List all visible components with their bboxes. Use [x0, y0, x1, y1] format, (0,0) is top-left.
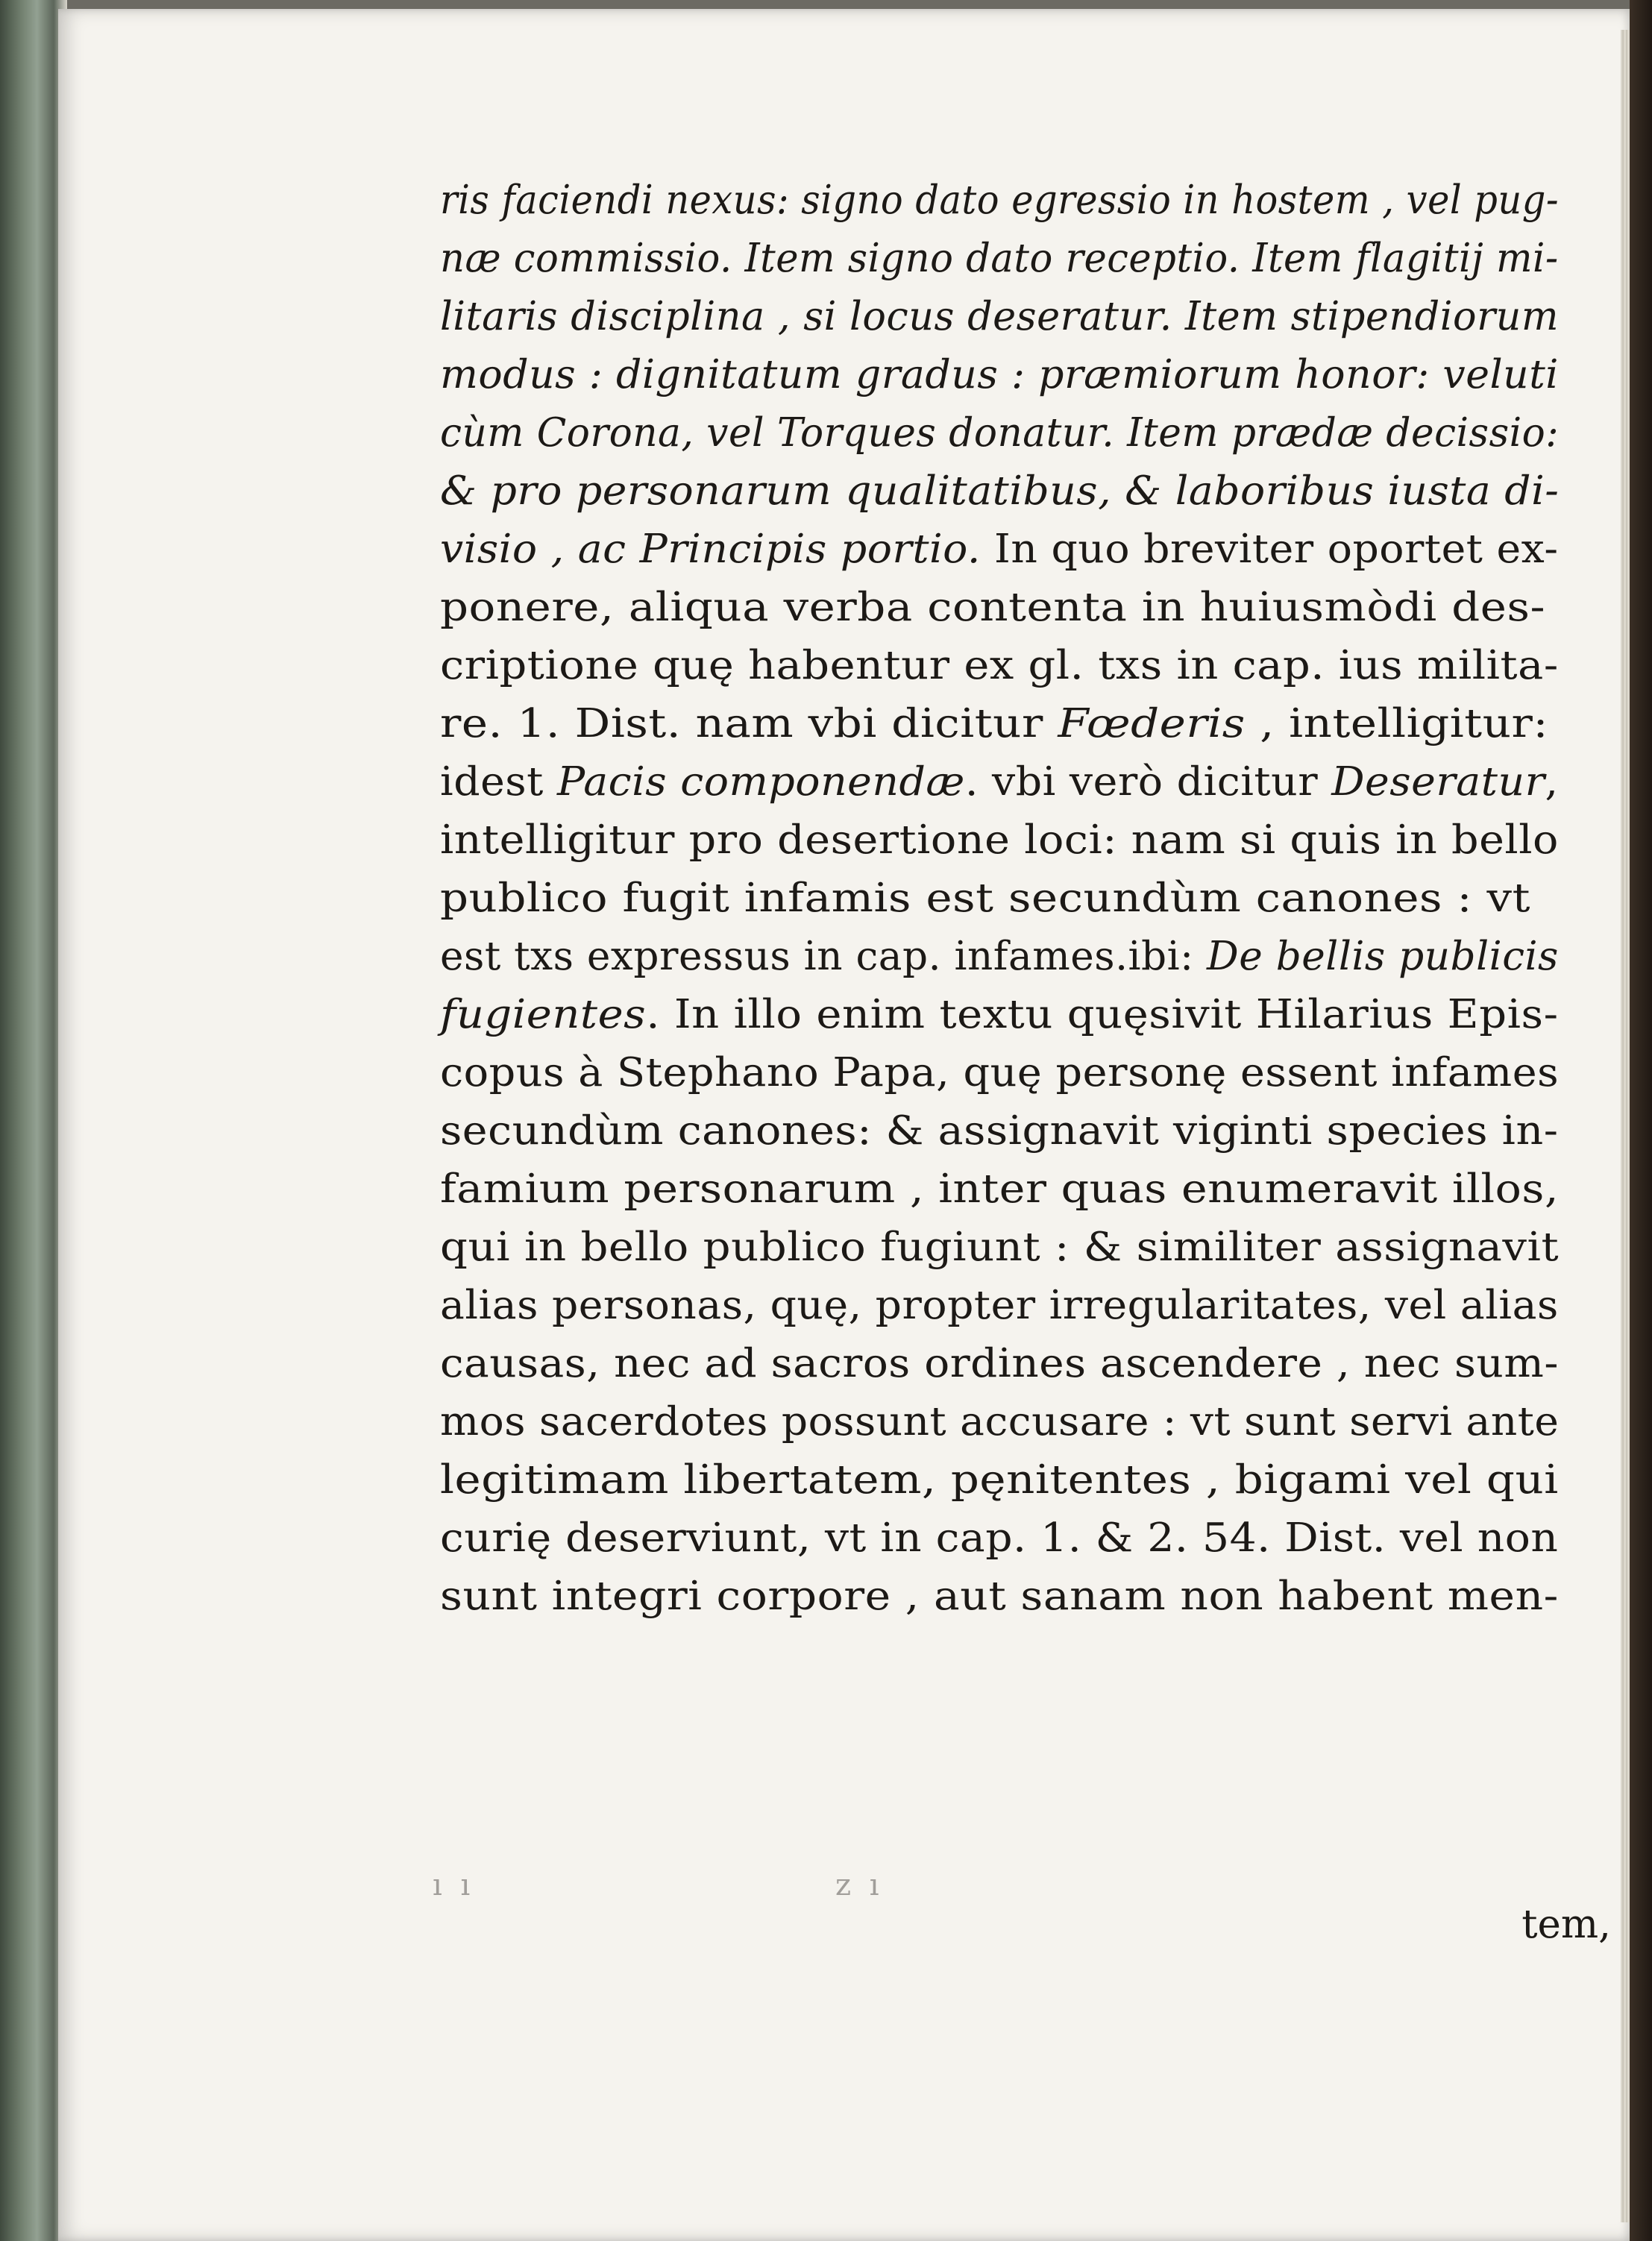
roman-text-segment: mos sacerdotes possunt accusare : vt sunt servi ante [440, 1399, 1560, 1445]
text-line [440, 462, 1603, 521]
italic-text-segment: De bellis publicis [1207, 934, 1559, 979]
text-line [440, 579, 1652, 637]
roman-text-segment: , intelligitur: [1245, 701, 1549, 747]
signature-mark-center: z ı [835, 1868, 884, 1902]
italic-text-segment: & pro personarum qualitatibus, & laboribus iusta di- [440, 468, 1560, 514]
text-line [440, 1102, 1644, 1160]
roman-text-segment: . vbi verò dicitur [964, 759, 1332, 805]
text-line [440, 230, 1559, 288]
italic-text-segment: visio , ac Principis portio. [440, 527, 995, 572]
roman-text-segment: famium personarum , inter quas enumeravit illos, [440, 1166, 1560, 1212]
italic-text-segment: litaris disciplina , si locus deseratur. Item stipendiorum [440, 294, 1560, 339]
roman-text-segment: qui in bello publico fugiunt : & similiter assignavit [440, 1225, 1560, 1270]
text-line [440, 1568, 1652, 1626]
text-line [440, 1393, 1601, 1451]
text-line [440, 928, 1564, 986]
roman-text-segment: idest [440, 759, 557, 805]
italic-text-segment: fugientes [440, 992, 647, 1037]
signature-mark-left: ı ı [433, 1868, 475, 1902]
text-line [440, 1509, 1636, 1568]
roman-text-segment: publico fugit infamis est secundùm canones : vt [440, 876, 1531, 921]
text-line [440, 1451, 1652, 1509]
catchword: tem, [1521, 1902, 1611, 1947]
book-binding-edge [0, 0, 67, 2241]
text-line [440, 870, 1652, 928]
roman-text-segment: curię deserviunt, vt in cap. 1. & 2. 54. Dist. vel non [440, 1515, 1559, 1561]
roman-text-segment: alias personas, quę, propter irregularitates, vel alias [440, 1283, 1559, 1328]
italic-text-segment: ris faciendi nexus: signo dato egressio in hostem , vel pug- [440, 177, 1560, 223]
roman-text-segment: intelligitur pro desertione loci: nam si quis in bello [440, 817, 1559, 863]
text-line [440, 1044, 1612, 1102]
roman-text-segment: , [1545, 759, 1559, 805]
text-line [440, 521, 1604, 579]
body-text [440, 172, 1559, 1626]
text-line [440, 404, 1560, 462]
roman-text-segment: . In illo enim textu quęsivit Hilarius Epis- [646, 992, 1559, 1037]
italic-text-segment: modus : dignitatum gradus : præmiorum honor: veluti [440, 352, 1559, 397]
text-line [440, 172, 1560, 230]
roman-text-segment: secundùm canones: & assignavit viginti species in- [440, 1108, 1559, 1154]
roman-text-segment: ponere, aliqua verba contenta in huiusmòdi des- [440, 585, 1546, 630]
roman-text-segment: legitimam libertatem, pęnitentes , bigami vel qui [440, 1457, 1559, 1503]
roman-text-segment: re. 1. Dist. nam vbi dicitur [440, 701, 1058, 747]
text-line [440, 1277, 1604, 1335]
text-line [440, 1335, 1630, 1393]
text-line [440, 811, 1645, 870]
roman-text-segment: In quo breviter oportet ex- [994, 527, 1559, 572]
text-line [440, 695, 1652, 753]
text-line [440, 986, 1652, 1044]
text-line [440, 1219, 1652, 1277]
italic-text-segment: næ commissio. Item signo dato receptio. Item flagitij mi- [440, 236, 1559, 281]
roman-text-segment: sunt integri corpore , aut sanam non habent men- [440, 1574, 1559, 1619]
roman-text-segment: copus à Stephano Papa, quę personę essent infames [440, 1050, 1560, 1096]
text-line [440, 346, 1573, 404]
text-line [440, 753, 1607, 811]
text-line [440, 1160, 1652, 1219]
italic-text-segment: cùm Corona, vel Torques donatur. Item prædæ decissio: [440, 410, 1560, 456]
italic-text-segment: Deseratur [1331, 759, 1545, 805]
text-line [440, 288, 1560, 346]
italic-text-segment: Fœderis [1058, 701, 1246, 747]
roman-text-segment: causas, nec ad sacros ordines ascendere , nec sum- [440, 1341, 1559, 1386]
italic-text-segment: Pacis componendæ [556, 759, 965, 805]
text-line [440, 637, 1651, 695]
roman-text-segment: criptione quę habentur ex gl. txs in cap. ius milita- [440, 643, 1559, 688]
roman-text-segment: est txs expressus in cap. infames.ibi: [440, 934, 1207, 979]
